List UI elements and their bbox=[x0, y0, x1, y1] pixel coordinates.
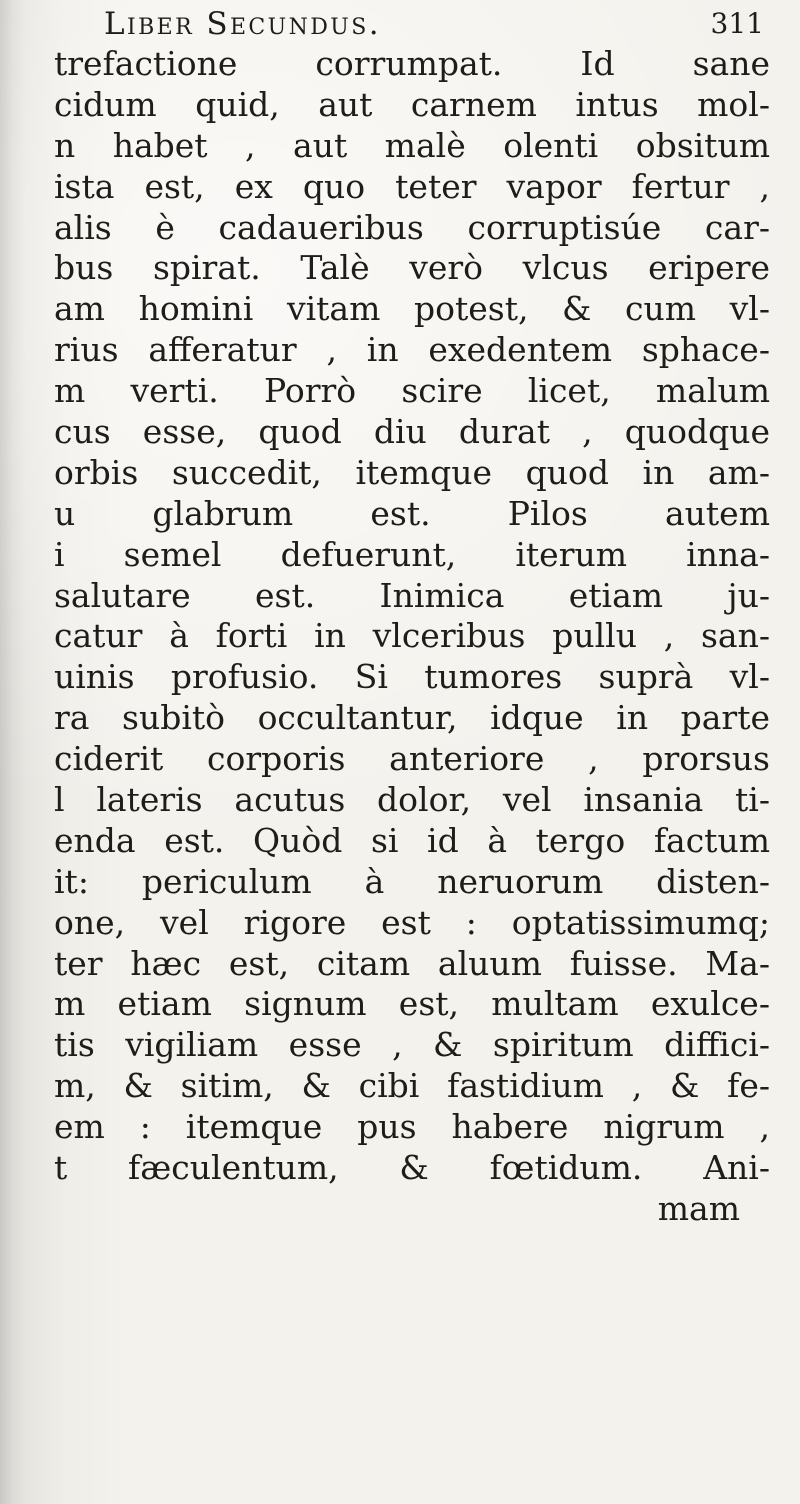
text-line-14: salutare est. Inimica etiam ju- bbox=[54, 575, 770, 615]
text-line-11: orbis succedit, itemque quod in am- bbox=[54, 452, 770, 492]
text-line-24: m etiam signum est, multam exulce- bbox=[54, 984, 770, 1024]
text-line-15: catur à forti in vlceribus pullu , san- bbox=[54, 616, 770, 656]
text-line-22: one, vel rigore est : optatissimumq; bbox=[54, 902, 770, 942]
catchword: mam bbox=[657, 1188, 740, 1228]
text-block bbox=[54, 44, 770, 1230]
text-line-5: alis è cadaueribus corruptisúe car- bbox=[54, 207, 770, 247]
text-line-13: i semel defuerunt, iterum inna- bbox=[54, 534, 770, 574]
text-line-18: ciderit corporis anteriore , prorsus bbox=[54, 739, 770, 779]
text-line-1: trefactione corrumpat. Id sane bbox=[54, 44, 770, 83]
text-line-10: cus esse, quod diu durat , quodque bbox=[54, 412, 770, 452]
page-header bbox=[104, 6, 764, 48]
text-line-7: am homini vitam potest, & cum vl- bbox=[54, 289, 770, 329]
text-line-23: ter hæc est, citam aluum fuisse. Ma- bbox=[54, 943, 770, 983]
text-line-4: ista est, ex quo teter vapor fertur , bbox=[54, 166, 770, 206]
text-line-8: rius afferatur , in exedentem sphace- bbox=[54, 330, 770, 370]
text-line-20: enda est. Quòd si id à tergo factum bbox=[54, 820, 770, 860]
text-line-28: t fæculentum, & fœtidum. Ani- bbox=[54, 1148, 770, 1188]
text-line-3: n habet , aut malè olenti obsitum bbox=[54, 125, 770, 165]
page-number: 311 bbox=[710, 7, 764, 40]
text-line-2: cidum quid, aut carnem intus mol- bbox=[54, 84, 770, 124]
text-line-27: em : itemque pus habere nigrum , bbox=[54, 1107, 770, 1147]
text-line-12: u glabrum est. Pilos autem bbox=[54, 493, 770, 533]
text-line-9: m verti. Porrò scire licet, malum bbox=[54, 371, 770, 411]
text-line-17: ra subitò occultantur, idque in parte bbox=[54, 698, 770, 738]
running-head: Liber Secundus. bbox=[104, 6, 381, 42]
text-line-16: uinis profusio. Si tumores suprà vl- bbox=[54, 657, 770, 697]
binding-gutter bbox=[0, 0, 26, 1504]
text-line-26: m, & sitim, & cibi fastidium , & fe- bbox=[54, 1066, 770, 1106]
text-line-6: bus spirat. Talè verò vlcus eripere bbox=[54, 248, 770, 288]
text-line-25: tis vigiliam esse , & spiritum diffici- bbox=[54, 1025, 770, 1065]
text-line-21: it: periculum à neruorum disten- bbox=[54, 861, 770, 901]
text-line-19: l lateris acutus dolor, vel insania ti- bbox=[54, 780, 770, 820]
